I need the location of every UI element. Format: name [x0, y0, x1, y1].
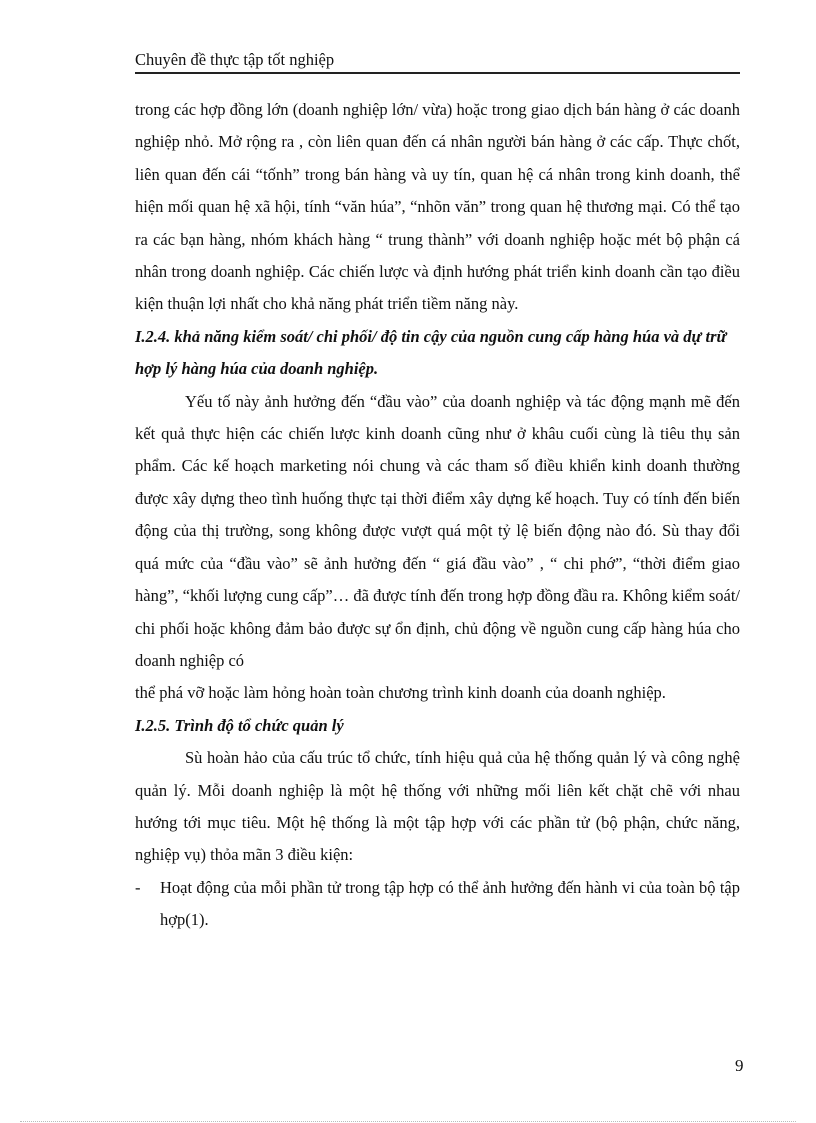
bullet-dash: - [135, 877, 141, 897]
section-heading-1-2-4: I.2.4. khả năng kiểm soát/ chi phối/ độ tin cậy của nguồn cung cấp hàng húa và dự trữ hợp lý hàng húa của doanh nghiệp. [135, 326, 727, 379]
section-heading-1-2-5: I.2.5. Trình độ tổ chức quản lý [135, 715, 344, 735]
paragraph-4: Sù hoàn hảo của cấu trúc tổ chức, tính hiệu quả của hệ thống quản lý và công nghệ quản lý. Mỗi doanh nghiệp là một hệ thống với những mối liên kết chặt chẽ với nhau hướng tới mục tiêu. Một hệ thống là một tập hợp với các phần tử (bộ phận, chức năng, nghiệp vụ) thỏa mãn 3 điều kiện: [135, 748, 740, 865]
list-item [135, 872, 740, 937]
page-bottom-divider [20, 1121, 796, 1122]
paragraph-1: trong các hợp đồng lớn (doanh nghiệp lớn/ vừa) hoặc trong giao dịch bán hàng ở các doanh nghiệp nhỏ. Mở rộng ra , còn liên quan đến cá nhân người bán hàng ở các cấp. Thực chốt, liên quan đến cái “tốnh” trong bán hàng và uy tín, quan hệ cá nhân trong kinh doanh, thể hiện mối quan hệ xã hội, tính “văn húa”, “nhõn văn” trong quan hệ thương mại. Có thể tạo ra các bạn hàng, nhóm khách hàng “ trung thành” với doanh nghiệp hoặc mét bộ phận cá nhân trong doanh nghiệp. Các chiến lược và định hướng phát triển kinh doanh cần tạo điều kiện thuận lợi nhất cho khả năng phát triển tiềm năng này. [135, 100, 740, 314]
list-item-text: Hoạt động của mỗi phần tử trong tập hợp có thể ảnh hưởng đến hành vi của toàn bộ tập hợp(1). [160, 877, 740, 930]
paragraph-3: thể phá vỡ hoặc làm hỏng hoàn toàn chương trình kinh doanh của doanh nghiệp. [135, 683, 666, 703]
page-body [135, 94, 740, 937]
page-header: Chuyên đề thực tập tốt nghiệp [135, 50, 740, 74]
paragraph-2: Yếu tố này ảnh hưởng đến “đầu vào” của doanh nghiệp và tác động mạnh mẽ đến kết quả thực hiện các chiến lược kinh doanh cũng như ở khâu cuối cùng là tiêu thụ sản phẩm. Các kế hoạch marketing nói chung và các tham số điều khiển kinh doanh thường được xây dựng theo tình huống thực tại thời điểm xây dựng kế hoạch. Tuy có tính đến biến động của thị trường, song không được vượt quá một tỷ lệ biến động nào đó. Sù thay đổi quá mức của “đầu vào” sẽ ảnh hưởng đến “ giá đầu vào” , “ chi phớ”, “thời điểm giao hàng”, “khối lượng cung cấp”… đã được tính đến trong hợp đồng đầu ra. Không kiểm soát/ chi phối hoặc không đảm bảo được sự ổn định, chủ động về nguồn cung cấp hàng húa cho doanh nghiệp có [135, 391, 740, 670]
page-number: 9 [735, 1056, 744, 1075]
